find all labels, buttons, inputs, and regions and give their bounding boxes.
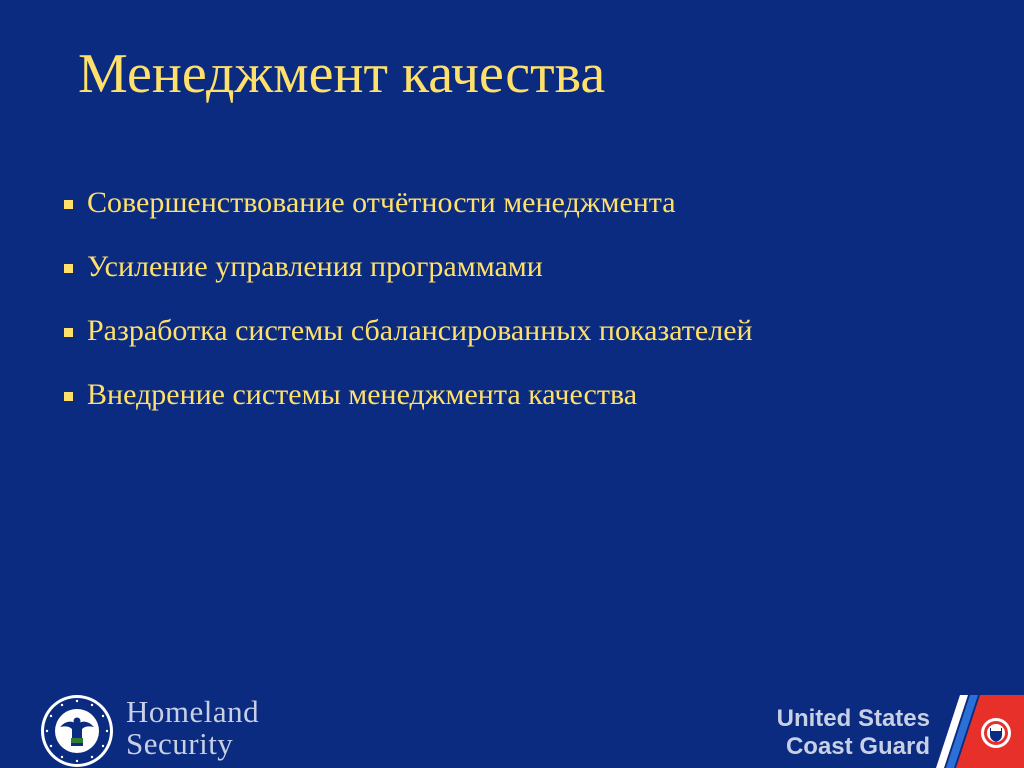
- uscg-line1: United States: [776, 705, 930, 732]
- dhs-wordmark-line1: Homeland: [126, 694, 260, 729]
- dhs-wordmark-line2: Security: [126, 726, 234, 761]
- bullet-text: Внедрение системы менеджмента качества: [87, 378, 638, 411]
- bullet-text: Совершенствование отчётности менеджмента: [87, 186, 676, 219]
- bullet-item: [64, 250, 964, 314]
- slide-title: Менеджмент качества: [78, 43, 606, 105]
- dhs-seal-icon: [40, 694, 114, 768]
- bullet-square-icon: [64, 200, 73, 209]
- bullet-square-icon: [64, 392, 73, 401]
- bullet-square-icon: [64, 264, 73, 273]
- uscg-racing-stripe-icon: [934, 695, 1024, 768]
- bullet-item: [64, 186, 964, 250]
- uscg-line2: Coast Guard: [785, 733, 930, 760]
- bullet-text: Усиление управления программами: [87, 250, 543, 283]
- bullet-item: [64, 378, 964, 442]
- bullet-item: [64, 314, 964, 378]
- uscg-wordmark: [777, 705, 930, 761]
- dhs-wordmark: [126, 696, 259, 760]
- bullet-list: [64, 186, 964, 442]
- bullet-text: Разработка системы сбалансированных показателей: [87, 314, 753, 347]
- bullet-square-icon: [64, 328, 73, 337]
